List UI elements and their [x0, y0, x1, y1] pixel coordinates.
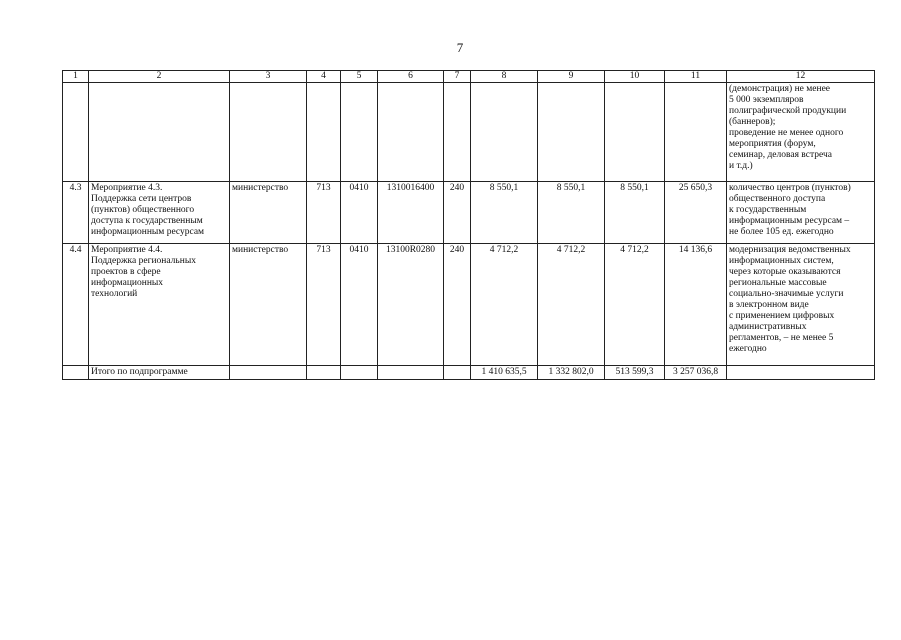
cell-empty — [471, 83, 538, 182]
activity-name-line: (пунктов) общественного — [91, 205, 195, 215]
activity-name-line: информационных — [91, 278, 164, 288]
cell-empty — [230, 366, 307, 380]
result-line: (демонстрация) не менее — [729, 84, 831, 94]
cell-empty — [341, 83, 378, 182]
result-line: информационных систем, — [729, 256, 834, 266]
activity-name-line: технологий — [91, 289, 138, 299]
continuation-row — [63, 83, 875, 182]
cell-empty — [444, 83, 471, 182]
cell-empty — [538, 83, 605, 182]
csr-code: 1310016400 — [378, 182, 444, 244]
csr-code: 13100R0280 — [378, 244, 444, 366]
col-header-7: 7 — [444, 71, 471, 83]
col-header-9: 9 — [538, 71, 605, 83]
cell-empty — [63, 83, 89, 182]
result-line: административных — [729, 322, 807, 332]
result-line: социально-значимые услуги — [729, 289, 844, 299]
col-header-12: 12 — [727, 71, 875, 83]
grbs-code: 713 — [307, 244, 341, 366]
activity-name-line: проектов в сфере — [91, 267, 161, 277]
result-line: ежегодно — [729, 344, 767, 354]
amount-total: 25 650,3 — [665, 182, 727, 244]
result-line: количество центров (пунктов) — [729, 183, 851, 193]
executor-cell: министерство — [230, 182, 307, 244]
total-row — [63, 366, 875, 380]
result-line: мероприятия (форум, — [729, 139, 816, 149]
cell-empty — [444, 366, 471, 380]
result-line: регламентов, – не менее 5 — [729, 333, 834, 343]
amount-total: 14 136,6 — [665, 244, 727, 366]
col-header-2: 2 — [89, 71, 230, 83]
cell-empty — [605, 83, 665, 182]
activity-name-line: информационным ресурсам — [91, 227, 205, 237]
total-sum: 3 257 036,8 — [665, 366, 727, 380]
result-line: информационным ресурсам – — [729, 216, 850, 226]
page-number: 7 — [456, 40, 464, 55]
cell-empty — [63, 366, 89, 380]
result-line: в электронном виде — [729, 300, 809, 310]
total-label: Итого по подпрограмме — [89, 366, 230, 380]
program-activities-table — [62, 70, 875, 380]
row-number: 4.3 — [63, 182, 89, 244]
activity-name-line: Мероприятие 4.4. — [91, 245, 163, 255]
activity-name-line: Мероприятие 4.3. — [91, 183, 163, 193]
cell-empty — [307, 366, 341, 380]
result-line: семинар, деловая встреча — [729, 150, 832, 160]
column-number-header-row — [63, 71, 875, 83]
activity-name-cell — [89, 244, 230, 366]
amount-year-2: 8 550,1 — [538, 182, 605, 244]
amount-year-3: 4 712,2 — [605, 244, 665, 366]
cell-empty — [665, 83, 727, 182]
activity-name-cell — [89, 182, 230, 244]
amount-year-1: 4 712,2 — [471, 244, 538, 366]
executor-cell: министерство — [230, 244, 307, 366]
table-row-4-3 — [63, 182, 875, 244]
result-line: через которые оказываются — [729, 267, 841, 277]
result-line: к государственным — [729, 205, 807, 215]
amount-year-3: 8 550,1 — [605, 182, 665, 244]
col-header-11: 11 — [665, 71, 727, 83]
col-header-3: 3 — [230, 71, 307, 83]
vr-code: 240 — [444, 182, 471, 244]
result-cell — [727, 244, 875, 366]
vr-code: 240 — [444, 244, 471, 366]
result-line: модернизация ведомственных — [729, 245, 851, 255]
cell-empty — [378, 83, 444, 182]
activity-name-line: Поддержка региональных — [91, 256, 196, 266]
rzpr-code: 0410 — [341, 244, 378, 366]
rzpr-code: 0410 — [341, 182, 378, 244]
col-header-6: 6 — [378, 71, 444, 83]
result-line: полиграфической продукции — [729, 106, 847, 116]
col-header-8: 8 — [471, 71, 538, 83]
result-line: с применением цифровых — [729, 311, 835, 321]
cell-empty — [89, 83, 230, 182]
activity-name-line: доступа к государственным — [91, 216, 203, 226]
row-number: 4.4 — [63, 244, 89, 366]
result-line: проведение не менее одного — [729, 128, 844, 138]
result-line: общественного доступа — [729, 194, 826, 204]
result-line: 5 000 экземпляров — [729, 95, 804, 105]
table-row-4-4 — [63, 244, 875, 366]
cell-empty — [307, 83, 341, 182]
grbs-code: 713 — [307, 182, 341, 244]
total-year-2: 1 332 802,0 — [538, 366, 605, 380]
activity-name-line: Поддержка сети центров — [91, 194, 192, 204]
result-line: и т.д.) — [729, 161, 753, 171]
col-header-1: 1 — [63, 71, 89, 83]
cell-empty — [378, 366, 444, 380]
amount-year-2: 4 712,2 — [538, 244, 605, 366]
cell-empty — [727, 366, 875, 380]
result-cell — [727, 182, 875, 244]
result-line: региональные массовые — [729, 278, 827, 288]
cell-empty — [230, 83, 307, 182]
result-line: (баннеров); — [729, 117, 776, 127]
amount-year-1: 8 550,1 — [471, 182, 538, 244]
total-year-3: 513 599,3 — [605, 366, 665, 380]
result-line: не более 105 ед. ежегодно — [729, 227, 834, 237]
col-header-5: 5 — [341, 71, 378, 83]
col-header-4: 4 — [307, 71, 341, 83]
total-year-1: 1 410 635,5 — [471, 366, 538, 380]
result-cell — [727, 83, 875, 182]
col-header-10: 10 — [605, 71, 665, 83]
cell-empty — [341, 366, 378, 380]
